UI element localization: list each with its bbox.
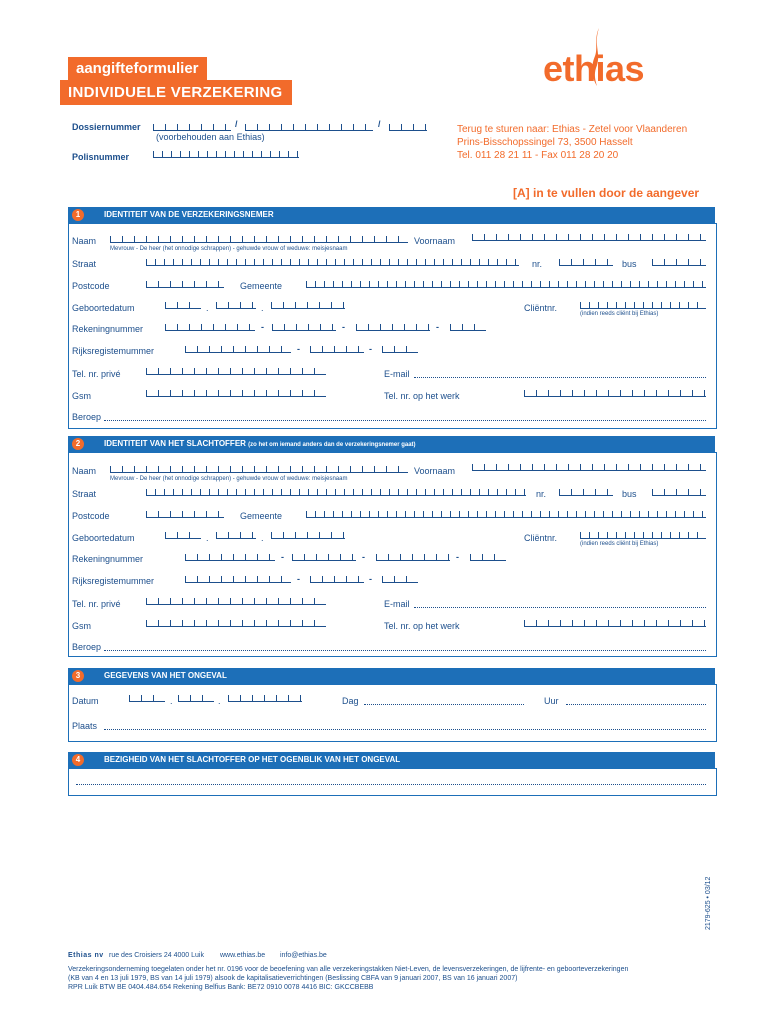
s1-naam-note: Mevrouw - De heer (het onnodige schrappen) - gehuwde vrouw of weduwe: meisjesnaam	[110, 246, 348, 252]
section-1-header	[68, 207, 715, 223]
s3-datum-label: Datum	[72, 696, 99, 706]
s2-tel-prive-field[interactable]	[146, 598, 326, 605]
s1-rekening-part-3[interactable]	[356, 324, 430, 331]
s1-gsm-field[interactable]	[146, 390, 326, 397]
s2-gsm-field[interactable]	[146, 620, 326, 627]
s1-beroep-label: Beroep	[72, 412, 102, 422]
s2-geboorte-day[interactable]	[165, 532, 201, 539]
section-3-header	[68, 668, 715, 684]
section-2-number: 2	[72, 438, 84, 450]
s2-rijksregister-part-1[interactable]	[185, 576, 291, 583]
s1-straat-field[interactable]	[146, 259, 519, 266]
s2-rekening-dash-3: -	[456, 552, 459, 562]
dossier-note: (voorbehouden aan Ethias)	[156, 132, 265, 142]
s1-rekening-label: Rekeningnummer	[72, 324, 144, 334]
s2-voornaam-label: Voornaam	[414, 466, 456, 476]
s4-bezigheid-field[interactable]	[76, 784, 706, 785]
s2-rijksregister-part-2[interactable]	[310, 576, 364, 583]
s1-postcode-label: Postcode	[72, 281, 110, 291]
s1-beroep-field[interactable]	[104, 420, 706, 421]
footer-legal-line1: Verzekeringsonderneming toegelaten onder het nr. 0196 voor de beoefening van alle verzekeringstakken Niet-Leven, de levensverzekeringen, de lijfrente- en geboorteverzekeringen	[68, 966, 629, 973]
s1-rekening-dash-3: -	[436, 322, 439, 332]
s2-client-note: (indien reeds cliënt bij Ethias)	[580, 541, 659, 547]
s2-geboortedatum-label: Geboortedatum	[72, 533, 135, 543]
s1-straat-label: Straat	[72, 259, 97, 269]
section-a-heading: [A] in te vullen door de aangever	[513, 186, 700, 200]
s2-rijksregister-dash-1: -	[297, 574, 300, 584]
footer-legal-line3: RPR Luik BTW BE 0404.484.654 Rekening Belfius Bank: BE72 0910 0078 4416 BIC: GKCCBEBB	[68, 984, 374, 991]
s1-rijksregister-part-2[interactable]	[310, 346, 364, 353]
dossier-field-1[interactable]	[153, 124, 231, 131]
s2-email-field[interactable]	[414, 607, 706, 608]
s2-postcode-label: Postcode	[72, 511, 110, 521]
s2-beroep-field[interactable]	[104, 650, 706, 651]
s3-uur-label: Uur	[544, 696, 559, 706]
form-main-title: INDIVIDUELE VERZEKERING	[60, 80, 292, 105]
section-4-header	[68, 752, 715, 768]
polis-label: Polisnummer	[72, 152, 130, 162]
s1-geboortedatum-label: Geboortedatum	[72, 303, 135, 313]
s3-plaats-label: Plaats	[72, 721, 98, 731]
s2-straat-label: Straat	[72, 489, 97, 499]
section-3-title: GEGEVENS VAN HET ONGEVAL	[104, 671, 227, 680]
s2-naam-note: Mevrouw - De heer (het onnodige schrappen) - gehuwde vrouw of weduwe: meisjesnaam	[110, 476, 348, 482]
s1-tel-werk-field[interactable]	[524, 390, 706, 397]
s1-bus-field[interactable]	[652, 259, 706, 266]
s2-geboorte-month[interactable]	[216, 532, 256, 539]
s1-rijksregister-label: Rijksregistemummer	[72, 346, 155, 356]
s1-geboorte-dot-2: .	[261, 303, 264, 313]
footer-mail[interactable]: info@ethias.be	[280, 952, 327, 959]
s2-beroep-label: Beroep	[72, 642, 102, 652]
s2-rekening-part-1[interactable]	[185, 554, 275, 561]
s1-naam-field[interactable]	[110, 236, 408, 243]
s1-rijksregister-part-1[interactable]	[185, 346, 291, 353]
s2-rekening-dash-2: -	[362, 552, 365, 562]
return-address-line3: Tel. 011 28 21 11 - Fax 011 28 20 20	[457, 150, 619, 161]
s2-clientnr-label: Cliëntnr.	[524, 533, 558, 543]
s3-dag-label: Dag	[342, 696, 359, 706]
s2-straat-field[interactable]	[146, 489, 526, 496]
s2-rekening-label: Rekeningnummer	[72, 554, 144, 564]
s1-nr-label: nr.	[532, 259, 543, 269]
s3-datum-dot-2: .	[218, 696, 221, 706]
s1-rekening-part-2[interactable]	[272, 324, 336, 331]
footer-company: Ethias nv	[68, 952, 104, 959]
s1-voornaam-label: Voornaam	[414, 236, 456, 246]
s1-geboorte-year[interactable]	[271, 302, 345, 309]
s2-geboorte-dot-2: .	[261, 533, 264, 543]
section-1-title: IDENTITEIT VAN DE VERZEKERINGSNEMER	[104, 210, 274, 219]
footer-legal-line2: (KB van 4 en 13 juli 1979, BS van 14 juli 1979) alsook de kapitalisatieverrichtingen (Beslissing CBFA van 9 januari 2007, BS van 16 januari 2007)	[68, 975, 518, 982]
s1-bus-label: bus	[622, 259, 637, 269]
s3-datum-dot-1: .	[170, 696, 173, 706]
s2-postcode-field[interactable]	[146, 511, 224, 518]
s2-nr-label: nr.	[536, 489, 547, 499]
s1-gsm-label: Gsm	[72, 391, 91, 401]
s1-voornaam-field[interactable]	[472, 234, 706, 241]
section-4-title: BEZIGHEID VAN HET SLACHTOFFER OP HET OGENBLIK VAN HET ONGEVAL	[104, 755, 401, 764]
s2-geboorte-year[interactable]	[271, 532, 345, 539]
s2-email-label: E-mail	[384, 599, 410, 609]
section-2-header	[68, 436, 715, 452]
section-2-title: IDENTITEIT VAN HET SLACHTOFFER	[104, 439, 246, 448]
return-address-line2: Prins-Bisschopssingel 73, 3500 Hasselt	[457, 137, 633, 148]
section-1-number: 1	[72, 209, 84, 221]
s1-email-field[interactable]	[414, 377, 706, 378]
s3-datum-day[interactable]	[129, 695, 165, 702]
s2-voornaam-field[interactable]	[472, 464, 706, 471]
section-4-box	[68, 768, 717, 796]
s1-tel-prive-field[interactable]	[146, 368, 326, 375]
s1-rijksregister-dash-2: -	[369, 344, 372, 354]
s2-rekening-part-2[interactable]	[292, 554, 356, 561]
s2-naam-label: Naam	[72, 466, 97, 476]
dossier-slash-2: /	[378, 119, 381, 129]
s2-clientnr-field[interactable]	[580, 532, 706, 539]
s1-geboorte-month[interactable]	[216, 302, 256, 309]
s2-tel-werk-label: Tel. nr. op het werk	[384, 621, 460, 631]
dossier-field-3[interactable]	[389, 124, 427, 131]
s2-gsm-label: Gsm	[72, 621, 91, 631]
s1-gemeente-field[interactable]	[306, 281, 706, 288]
s2-gemeente-label: Gemeente	[240, 511, 283, 521]
footer-web[interactable]: www.ethias.be	[220, 952, 266, 959]
s2-rijksregister-label: Rijksregistemummer	[72, 576, 155, 586]
s1-postcode-field[interactable]	[146, 281, 224, 288]
s2-tel-werk-field[interactable]	[524, 620, 706, 627]
section-2-title-group	[104, 436, 416, 453]
s1-rijksregister-dash-1: -	[297, 344, 300, 354]
section-2-title-note: (zo het om iemand anders dan de verzekeringsnemer gaat)	[248, 442, 416, 448]
s3-dag-field[interactable]	[364, 704, 524, 705]
s1-client-note: (indien reeds cliënt bij Ethias)	[580, 311, 659, 317]
form-code: 2179-625 • 03/12	[705, 876, 712, 930]
s2-gemeente-field[interactable]	[306, 511, 706, 518]
footer-address: rue des Croisiers 24 4000 Luik	[109, 952, 204, 959]
s3-datum-year[interactable]	[228, 695, 302, 702]
s1-tel-prive-label: Tel. nr. privé	[72, 369, 121, 379]
return-address-line1: Terug te sturen naar: Ethias - Zetel voor Vlaanderen	[457, 124, 688, 135]
ethias-logo: ethias	[543, 48, 645, 89]
form-type-title: aangifteformulier	[68, 57, 207, 80]
s3-plaats-field[interactable]	[104, 729, 706, 730]
s1-clientnr-label: Cliëntnr.	[524, 303, 558, 313]
s1-rekening-dash-2: -	[342, 322, 345, 332]
s1-rekening-part-4[interactable]	[450, 324, 486, 331]
s1-nr-field[interactable]	[559, 259, 613, 266]
dossier-field-2[interactable]	[245, 124, 373, 131]
s2-rekening-part-4[interactable]	[470, 554, 506, 561]
s2-geboorte-dot-1: .	[206, 533, 209, 543]
s1-email-label: E-mail	[384, 369, 410, 379]
s3-uur-field[interactable]	[566, 704, 706, 705]
section-3-number: 3	[72, 670, 84, 682]
dossier-slash-1: /	[235, 119, 238, 129]
s2-rekening-part-3[interactable]	[376, 554, 450, 561]
s2-nr-field[interactable]	[559, 489, 613, 496]
dossier-label: Dossiernummer	[72, 122, 141, 132]
s2-rijksregister-dash-2: -	[369, 574, 372, 584]
section-4-number: 4	[72, 754, 84, 766]
s2-bus-label: bus	[622, 489, 637, 499]
s1-tel-werk-label: Tel. nr. op het werk	[384, 391, 460, 401]
s1-geboorte-dot-1: .	[206, 303, 209, 313]
s1-geboorte-day[interactable]	[165, 302, 201, 309]
s2-tel-prive-label: Tel. nr. privé	[72, 599, 121, 609]
s2-rijksregister-part-3[interactable]	[382, 576, 418, 583]
s3-datum-month[interactable]	[178, 695, 214, 702]
s1-rekening-dash-1: -	[261, 322, 264, 332]
s1-gemeente-label: Gemeente	[240, 281, 283, 291]
s2-naam-field[interactable]	[110, 466, 408, 473]
s1-rekening-part-1[interactable]	[165, 324, 255, 331]
section-3-box	[68, 684, 717, 742]
s2-rekening-dash-1: -	[281, 552, 284, 562]
s2-bus-field[interactable]	[652, 489, 706, 496]
s1-naam-label: Naam	[72, 236, 97, 246]
polis-field[interactable]	[153, 151, 299, 158]
s1-rijksregister-part-3[interactable]	[382, 346, 418, 353]
s1-clientnr-field[interactable]	[580, 302, 706, 309]
